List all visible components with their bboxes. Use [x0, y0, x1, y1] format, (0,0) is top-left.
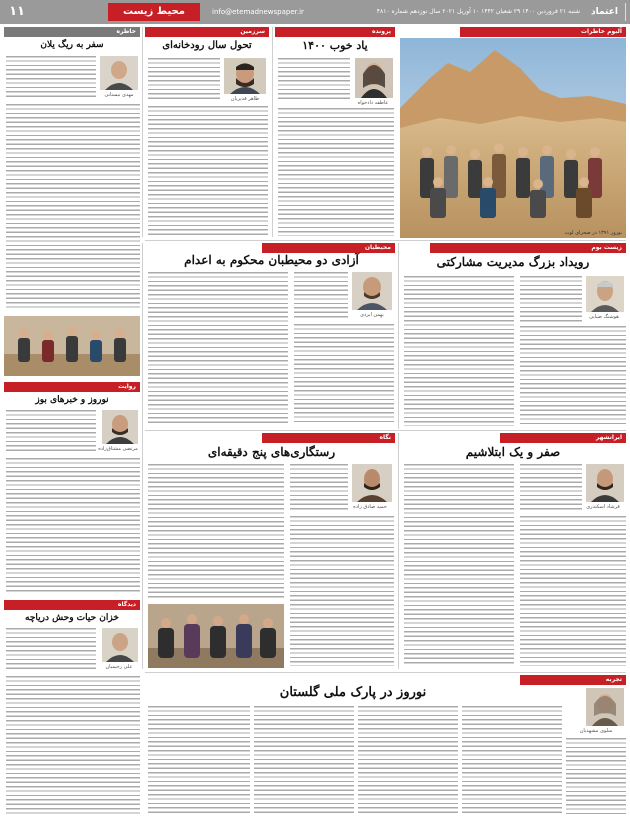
body-tahavol: [148, 106, 268, 236]
author-azadi: بهمن ایزدی: [360, 312, 384, 318]
body-rooydad-top: [520, 276, 582, 322]
headline-khazan[interactable]: خزان حیات وحش دریاچه: [25, 613, 119, 623]
section-label-opinion: دیدگاه: [4, 600, 140, 610]
desert-photo-illustration: [400, 38, 626, 238]
author-rastgari: حمید صادق زاده: [353, 504, 387, 510]
row-divider: [145, 672, 626, 673]
author-nowruz-khabar: مرتضی مشتاق‌زاده: [98, 446, 138, 452]
headline-tahavol[interactable]: تحول سال رودخانه‌ای: [162, 40, 252, 51]
man-portrait-icon: [100, 56, 138, 90]
man-portrait-icon: [586, 276, 624, 312]
body-rooydad-right: [520, 326, 626, 426]
author-safar-yek: فرشاد اسکندری: [586, 504, 620, 510]
section-label-land: سرزمین: [145, 27, 269, 37]
body-golestan-col5: [148, 706, 250, 816]
body-nowruz-khabar: [6, 458, 140, 594]
man-portrait-icon: [352, 272, 392, 310]
body-khazan-top: [6, 628, 96, 672]
group-photo-desert: [400, 38, 626, 238]
section-label-experience: تجربه: [520, 675, 626, 685]
headline-azadi[interactable]: آزادی دو محیطبان محکوم به اعدام: [184, 253, 359, 267]
author-golestan: سلوی مشهدیان: [579, 728, 613, 734]
column-divider: [142, 27, 143, 237]
dateline: شنبه ۲۱ فروردین ۱۴۰۰ ۲۹ شعبان ۱۴۴۲ ۱۰ آوریل ۲۰۲۱ سال نوزدهم شماره ۴۸۱۰: [376, 8, 580, 15]
body-yad-khoob-top: [278, 58, 350, 102]
body-rooydad-left: [404, 276, 514, 426]
women-group-illustration: [148, 604, 284, 668]
body-yad-khoob: [278, 108, 394, 236]
row-divider: [145, 430, 626, 431]
body-rastgari-top: [290, 464, 348, 512]
headline-golestan[interactable]: نوروز در پارک ملی گلستان: [279, 685, 427, 700]
body-golestan-col1: [566, 738, 626, 816]
headline-rooydad[interactable]: رویداد بزرگ مدیریت مشارکتی: [436, 255, 590, 269]
author-photo-rastgari: [352, 464, 392, 502]
man-portrait-icon: [102, 628, 138, 662]
email-link[interactable]: info@etemadnewspaper.ir: [212, 8, 304, 16]
body-azadi-right: [294, 324, 394, 424]
section-label-view: نگاه: [262, 433, 395, 443]
author-photo-safar: [100, 56, 138, 90]
man-portrait-icon: [352, 464, 392, 502]
author-photo-nowruz-khabar: [102, 410, 138, 444]
woman-portrait-icon: [355, 58, 393, 98]
headline-nowruz-khabar[interactable]: نوروز و خبرهای بوز: [35, 395, 109, 405]
column-divider: [272, 27, 273, 237]
headline-yad-khoob[interactable]: یاد خوب ۱۴۰۰: [302, 39, 368, 52]
man-portrait-icon: [224, 58, 266, 94]
woman-portrait-icon: [586, 688, 624, 726]
body-safar-top: [6, 56, 96, 100]
newspaper-logo: اعتماد: [584, 3, 626, 21]
author-photo-azadi: [352, 272, 392, 310]
body-rastgari-left: [148, 464, 284, 600]
body-azadi-left: [148, 272, 288, 424]
section-label-memory: خاطره: [4, 27, 140, 37]
column-divider: [142, 243, 143, 669]
author-khazan: علی رحیمیان: [105, 664, 133, 670]
body-safar-yek-left: [404, 464, 514, 666]
headline-safar-yek[interactable]: صفر و یک ابتلاشیم: [465, 445, 561, 459]
body-nowruz-khabar-top: [6, 410, 96, 454]
photo-women-group: [148, 604, 284, 668]
section-label-dossier: پرونده: [275, 27, 395, 37]
body-khazan: [6, 676, 140, 816]
author-photo-safar-yek: [586, 464, 624, 502]
body-golestan-col2: [462, 706, 562, 816]
body-golestan-col3: [358, 706, 458, 816]
body-safar: [6, 104, 140, 310]
author-photo-yad-khoob: [355, 58, 393, 98]
group-sitting-illustration: [4, 316, 140, 376]
body-azadi-top: [294, 272, 348, 320]
man-portrait-icon: [102, 410, 138, 444]
body-safar-yek-right: [520, 516, 626, 666]
author-photo-golestan: [586, 688, 624, 726]
section-tag: محیط زیست: [108, 3, 200, 21]
headline-safar[interactable]: سفر به ریگ یلان: [40, 40, 104, 50]
author-safar: مهدی نیستانی: [104, 92, 134, 98]
author-photo-rooydad: [586, 276, 624, 312]
author-photo-khazan: [102, 628, 138, 662]
column-divider: [398, 243, 399, 429]
author-yad-khoob: عاطفه دادخواه: [357, 100, 389, 106]
photo-seated-people: [4, 316, 140, 376]
section-label-narrative: روایت: [4, 382, 140, 392]
section-label-ecosystem: زیست بوم: [430, 243, 626, 253]
author-photo-tahavol: [224, 58, 266, 94]
body-golestan-col4: [254, 706, 354, 816]
author-tahavol: ظاهر قدیریان: [230, 96, 260, 102]
man-portrait-icon: [586, 464, 624, 502]
row-divider: [145, 240, 626, 241]
section-label-ranger: محیطبان: [262, 243, 395, 253]
section-label-album: آلبوم خاطرات: [460, 27, 626, 37]
body-rastgari-right: [290, 516, 394, 666]
section-label-iranshahr: ایرانشهر: [500, 433, 626, 443]
photo-caption: نوروز ۱۳۹۱ در صحرای لوت: [564, 230, 622, 236]
author-rooydad: هوشنگ ضیایی: [589, 314, 619, 320]
column-divider: [398, 433, 399, 669]
body-safar-yek-top: [520, 464, 582, 512]
page-number: ۱۱: [9, 4, 25, 19]
headline-rastgari[interactable]: رستگاری‌های پنج دقیقه‌ای: [207, 445, 336, 459]
body-tahavol-top: [148, 58, 220, 102]
